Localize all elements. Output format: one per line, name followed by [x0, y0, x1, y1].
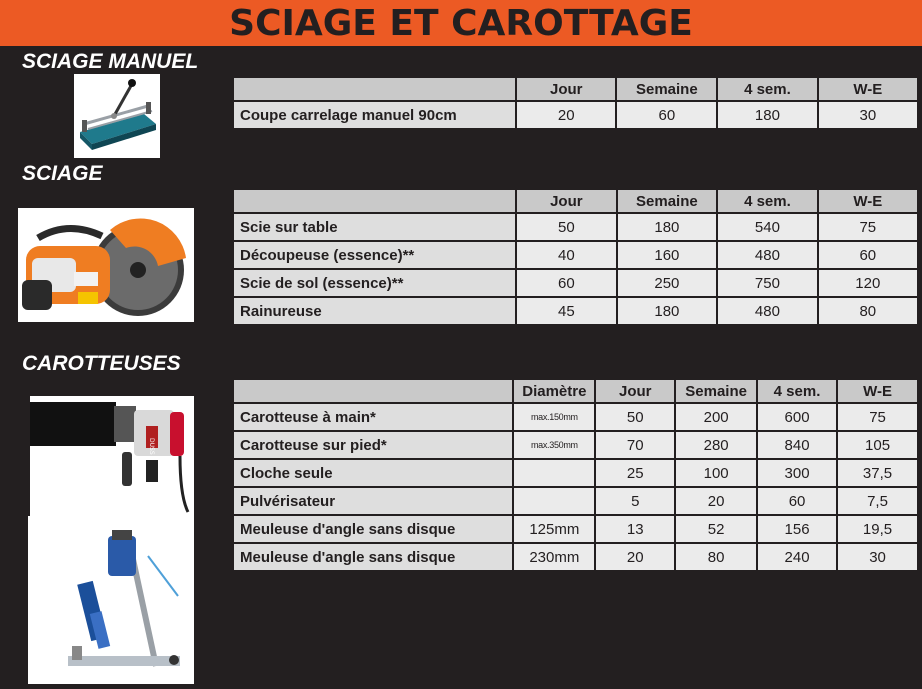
row-label: Découpeuse (essence)** — [234, 242, 515, 268]
price-we: 75 — [838, 404, 917, 430]
price-jour: 20 — [517, 102, 615, 128]
price-4sem: 480 — [718, 242, 816, 268]
header-jour: Jour — [596, 380, 674, 402]
header-blank-cell — [234, 380, 512, 402]
row-label: Pulvérisateur — [234, 488, 512, 514]
price-we: 37,5 — [838, 460, 917, 486]
section-title-sciage-manuel: SCIAGE MANUEL — [22, 50, 199, 73]
header-we: W-E — [838, 380, 917, 402]
core-drill-stand-image — [28, 516, 194, 684]
row-label: Carotteuse sur pied* — [234, 432, 512, 458]
price-jour: 13 — [596, 516, 674, 542]
header-4sem: 4 sem. — [718, 78, 816, 100]
header-semaine: Semaine — [676, 380, 756, 402]
price-jour: 40 — [517, 242, 615, 268]
drill-stand-icon — [28, 516, 194, 684]
table-row — [234, 214, 917, 240]
price-we: 7,5 — [838, 488, 917, 514]
price-4sem: 480 — [718, 298, 816, 324]
table-carotteuses — [232, 378, 919, 572]
table-row — [234, 544, 917, 570]
table-header-row — [234, 78, 917, 100]
cut-off-saw-icon — [18, 208, 194, 322]
table-row — [234, 460, 917, 486]
price-we: 30 — [838, 544, 917, 570]
price-semaine: 180 — [618, 214, 717, 240]
diametre-value: 230mm — [514, 544, 594, 570]
row-label: Scie de sol (essence)** — [234, 270, 515, 296]
price-semaine: 160 — [618, 242, 717, 268]
handheld-core-drill-image — [30, 396, 194, 516]
price-semaine: 280 — [676, 432, 756, 458]
price-we: 120 — [819, 270, 917, 296]
page-title: SCIAGE ET CAROTTAGE — [229, 2, 693, 44]
price-jour: 60 — [517, 270, 615, 296]
row-label: Carotteuse à main* — [234, 404, 512, 430]
diametre-value: 125mm — [514, 516, 594, 542]
table-row — [234, 270, 917, 296]
price-semaine: 200 — [676, 404, 756, 430]
table-row — [234, 404, 917, 430]
price-4sem: 300 — [758, 460, 836, 486]
price-semaine: 100 — [676, 460, 756, 486]
row-label: Scie sur table — [234, 214, 515, 240]
row-label: Rainureuse — [234, 298, 515, 324]
price-we: 75 — [819, 214, 917, 240]
header-4sem: 4 sem. — [758, 380, 836, 402]
price-we: 19,5 — [838, 516, 917, 542]
row-label: Meuleuse d'angle sans disque — [234, 516, 512, 542]
price-semaine: 20 — [676, 488, 756, 514]
diametre-value — [514, 460, 594, 486]
header-diametre: Diamètre — [514, 380, 594, 402]
diametre-value: max.150mm — [514, 404, 594, 430]
diametre-value — [514, 488, 594, 514]
price-4sem: 600 — [758, 404, 836, 430]
price-4sem: 840 — [758, 432, 836, 458]
table-row — [234, 516, 917, 542]
header-jour: Jour — [517, 78, 615, 100]
header-blank-cell — [234, 78, 515, 100]
table-sciage-manuel — [232, 76, 919, 130]
table-header-row — [234, 380, 917, 402]
header-we: W-E — [819, 190, 917, 212]
row-label: Cloche seule — [234, 460, 512, 486]
price-jour: 25 — [596, 460, 674, 486]
price-we: 60 — [819, 242, 917, 268]
price-jour: 70 — [596, 432, 674, 458]
section-title-sciage: SCIAGE — [22, 162, 103, 185]
price-semaine: 80 — [676, 544, 756, 570]
core-drill-icon — [30, 396, 194, 516]
tile-cutter-icon — [74, 74, 160, 158]
price-semaine: 180 — [618, 298, 717, 324]
price-jour: 50 — [517, 214, 615, 240]
header-4sem: 4 sem. — [718, 190, 816, 212]
header-semaine: Semaine — [617, 78, 716, 100]
page-banner — [0, 0, 922, 46]
price-we: 30 — [819, 102, 917, 128]
price-we: 105 — [838, 432, 917, 458]
price-4sem: 60 — [758, 488, 836, 514]
header-blank-cell — [234, 190, 515, 212]
price-4sem: 540 — [718, 214, 816, 240]
header-jour: Jour — [517, 190, 615, 212]
table-sciage — [232, 188, 919, 326]
price-semaine: 250 — [618, 270, 717, 296]
table-row — [234, 298, 917, 324]
row-label: Meuleuse d'angle sans disque — [234, 544, 512, 570]
diametre-value: max.350mm — [514, 432, 594, 458]
table-row — [234, 432, 917, 458]
price-4sem: 156 — [758, 516, 836, 542]
table-row — [234, 242, 917, 268]
price-jour: 50 — [596, 404, 674, 430]
price-jour: 45 — [517, 298, 615, 324]
header-semaine: Semaine — [618, 190, 717, 212]
price-we: 80 — [819, 298, 917, 324]
price-jour: 5 — [596, 488, 674, 514]
header-we: W-E — [819, 78, 917, 100]
table-row — [234, 488, 917, 514]
cut-off-saw-image — [18, 208, 194, 322]
price-jour: 20 — [596, 544, 674, 570]
brand-label: DUSS — [148, 438, 155, 455]
price-semaine: 60 — [617, 102, 716, 128]
price-semaine: 52 — [676, 516, 756, 542]
row-label: Coupe carrelage manuel 90cm — [234, 102, 515, 128]
tile-cutter-image — [74, 74, 160, 158]
table-row — [234, 102, 917, 128]
price-4sem: 240 — [758, 544, 836, 570]
section-title-carotteuses: CAROTTEUSES — [22, 352, 181, 375]
price-4sem: 750 — [718, 270, 816, 296]
price-4sem: 180 — [718, 102, 816, 128]
table-header-row — [234, 190, 917, 212]
